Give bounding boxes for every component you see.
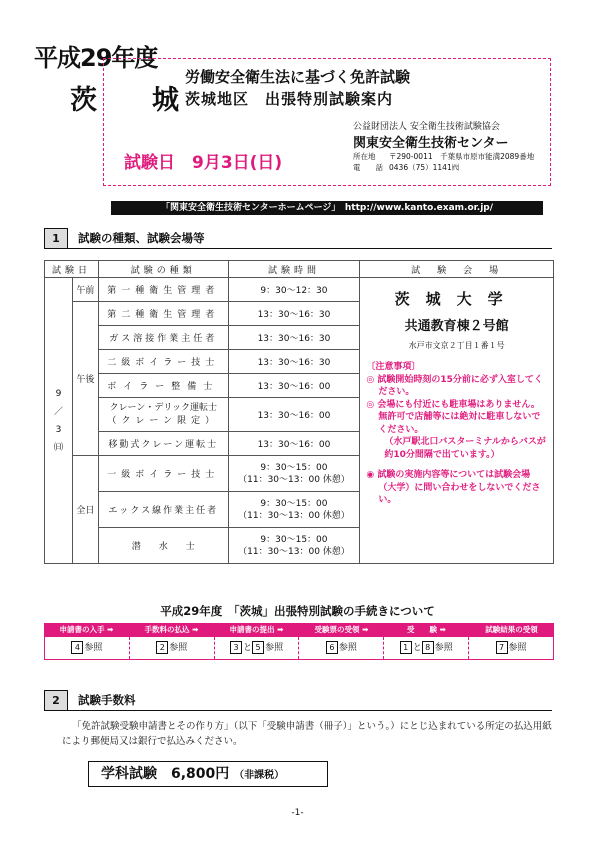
exam-time bbox=[228, 456, 360, 492]
section-1-heading bbox=[44, 228, 552, 249]
section-2-heading bbox=[44, 690, 552, 711]
header-exam-type: 試験の種類 bbox=[98, 261, 228, 278]
fee-amount: 学科試験 6,800円 bbox=[101, 766, 230, 782]
exam-name bbox=[98, 398, 228, 432]
organization-parent: 公益財団法人 安全衛生技術試験協会 bbox=[353, 122, 500, 132]
procedure-flow bbox=[44, 623, 554, 660]
address-label: 所在地 bbox=[353, 152, 376, 161]
exam-name: ガス溶接作業主任者 bbox=[98, 326, 228, 350]
ref-text: 参照 bbox=[508, 643, 527, 653]
venue-address: 水戸市文京２丁目１番１号 bbox=[408, 341, 505, 350]
procedure-steps bbox=[44, 623, 554, 637]
fee-description: 「免許試験受験申請書とその作り方」（以下「受験申請書（冊子）」という。）にとじ込まれている所定の払込用紙により郵便局又は銀行で払込みください。 bbox=[62, 721, 552, 747]
procedure-references bbox=[44, 637, 554, 660]
exam-name: ボイラー整備士 bbox=[98, 374, 228, 398]
exam-schedule-table bbox=[44, 260, 554, 564]
exam-time: 9：30～12：30 bbox=[228, 278, 360, 302]
ref-number: 7 bbox=[496, 641, 508, 654]
step-receive-admission: 受験票の受領 ➡ bbox=[314, 625, 369, 634]
heading-line-1: 労働安全衛生法に基づく免許試験 bbox=[185, 68, 411, 86]
tel-label: 電 話 bbox=[353, 163, 383, 172]
exam-date-cell bbox=[45, 278, 73, 564]
ref-number: 3 bbox=[230, 641, 242, 654]
exam-time: 13：30～16：00 bbox=[228, 374, 360, 398]
ref-text: 参照 bbox=[434, 643, 453, 653]
exam-name: 第二種衛生管理者 bbox=[98, 302, 228, 326]
exam-time-main: 9：30～15：00 bbox=[260, 498, 328, 509]
note-bus: （水戸駅北口バスターミナルからバスが約10分間隔で出ています。） bbox=[384, 437, 546, 460]
section-title: 試験の種類、試験会場等 bbox=[78, 231, 205, 245]
period-all-day: 全日 bbox=[72, 456, 98, 564]
step-pay-fee: 手数料の払込 ➡ bbox=[144, 625, 199, 634]
exam-time bbox=[228, 528, 360, 564]
exam-time-break: （11：30～13：00 休憩） bbox=[238, 546, 350, 557]
period-am: 午前 bbox=[72, 278, 98, 302]
ref-join: と bbox=[243, 643, 253, 653]
ref-cell bbox=[130, 637, 215, 659]
date-month: 9 bbox=[55, 388, 62, 399]
homepage-url-bar[interactable]: 「関東安全衛生技術センターホームページ」 http://www.kanto.exam.or.jp/ bbox=[111, 201, 543, 215]
ref-text: 参照 bbox=[265, 643, 284, 653]
date-weekday: ㈰ bbox=[53, 442, 63, 453]
header-exam-venue: 試 験 会 場 bbox=[360, 261, 554, 278]
ref-number: 1 bbox=[400, 641, 412, 654]
venue-building: 共通教育棟２号館 bbox=[404, 319, 509, 334]
table-header-row bbox=[45, 261, 554, 278]
ref-text: 参照 bbox=[169, 643, 188, 653]
exam-name-line1: クレーン・デリック運転士 bbox=[109, 402, 217, 413]
exam-name: 第一種衛生管理者 bbox=[98, 278, 228, 302]
ref-text: 参照 bbox=[84, 643, 103, 653]
ref-number: 4 bbox=[71, 641, 83, 654]
venue-cell bbox=[360, 278, 554, 564]
fee-tax-note: （非課税） bbox=[234, 770, 285, 781]
exam-name: 移動式クレーン運転士 bbox=[98, 432, 228, 456]
date-slash: ／ bbox=[53, 406, 63, 417]
step-submit-application: 申請書の提出 ➡ bbox=[229, 625, 284, 634]
note-inquiries: ◉ 試験の実施内容等については試験会場（大学）に問い合わせをしないでください。 bbox=[366, 470, 541, 505]
fee-amount-box bbox=[88, 761, 328, 787]
ref-cell bbox=[384, 637, 469, 659]
ref-number: 8 bbox=[422, 641, 434, 654]
exam-name: 二級ボイラー技士 bbox=[98, 350, 228, 374]
ref-number: 6 bbox=[326, 641, 338, 654]
year-title: 平成29年度 bbox=[34, 44, 158, 72]
exam-name: 一級ボイラー技士 bbox=[98, 456, 228, 492]
venue-name: 茨城大学 bbox=[394, 290, 519, 308]
period-pm: 午後 bbox=[72, 302, 98, 456]
exam-time-break: （11：30～13：00 休憩） bbox=[238, 510, 350, 521]
exam-time: 13：30～16：30 bbox=[228, 350, 360, 374]
prefecture-title: 茨 城 bbox=[70, 85, 193, 116]
exam-time: 13：30～16：00 bbox=[228, 432, 360, 456]
ref-number: 2 bbox=[156, 641, 168, 654]
caution-notes bbox=[366, 361, 547, 507]
header-exam-date: 試験日 bbox=[45, 261, 99, 278]
organization-name: 関東安全衛生技術センター bbox=[353, 136, 509, 151]
ref-join: と bbox=[412, 643, 422, 653]
exam-name-line2: （クレーン限定） bbox=[107, 415, 220, 426]
exam-time: 13：30～16：30 bbox=[228, 326, 360, 350]
step-receive-results: 試験結果の受領 bbox=[485, 625, 538, 634]
exam-time bbox=[228, 492, 360, 528]
exam-time-main: 9：30～15：00 bbox=[260, 462, 328, 473]
page-number: -1- bbox=[291, 808, 304, 818]
section-title: 試験手数料 bbox=[78, 693, 136, 707]
exam-time-main: 9：30～15：00 bbox=[260, 534, 328, 545]
section-number: 1 bbox=[44, 228, 68, 248]
ref-cell bbox=[469, 637, 553, 659]
notes-title: 〔注意事項〕 bbox=[366, 362, 421, 372]
note-arrival: ◎ 試験開始時刻の15分前に必ず入室してください。 bbox=[366, 374, 543, 397]
table-row bbox=[45, 278, 554, 302]
heading-line-2: 茨城地区 出張特別試験案内 bbox=[185, 90, 394, 108]
exam-time-break: （11：30～13：00 休憩） bbox=[238, 474, 350, 485]
procedure-title: 平成29年度 「茨城」出張特別試験の手続きについて bbox=[160, 604, 435, 618]
exam-time: 13：30～16：00 bbox=[228, 398, 360, 432]
ref-cell bbox=[45, 637, 130, 659]
note-parking: ◎ 会場にも付近にも駐車場はありません。無許可で店舗等には絶対に駐車しないでください。 bbox=[366, 399, 541, 435]
organization-contact bbox=[353, 151, 534, 173]
exam-time: 13：30～16：30 bbox=[228, 302, 360, 326]
date-day: 3 bbox=[55, 424, 62, 435]
exam-name: 潜 水 士 bbox=[98, 528, 228, 564]
ref-cell bbox=[215, 637, 300, 659]
tel-value: 0436（75）1141㈹ bbox=[389, 163, 460, 172]
step-get-application: 申請書の入手 ➡ bbox=[59, 625, 114, 634]
ref-cell bbox=[299, 637, 384, 659]
address-value: 〒290-0011 千葉県市原市能満2089番地 bbox=[389, 152, 535, 161]
step-take-exam: 受 験 ➡ bbox=[407, 625, 446, 634]
exam-day: 試験日 9月3日(日) bbox=[124, 153, 283, 173]
header-exam-time: 試験時間 bbox=[228, 261, 360, 278]
exam-name: エックス線作業主任者 bbox=[98, 492, 228, 528]
ref-text: 参照 bbox=[338, 643, 357, 653]
ref-number: 5 bbox=[252, 641, 264, 654]
section-number: 2 bbox=[44, 690, 68, 710]
